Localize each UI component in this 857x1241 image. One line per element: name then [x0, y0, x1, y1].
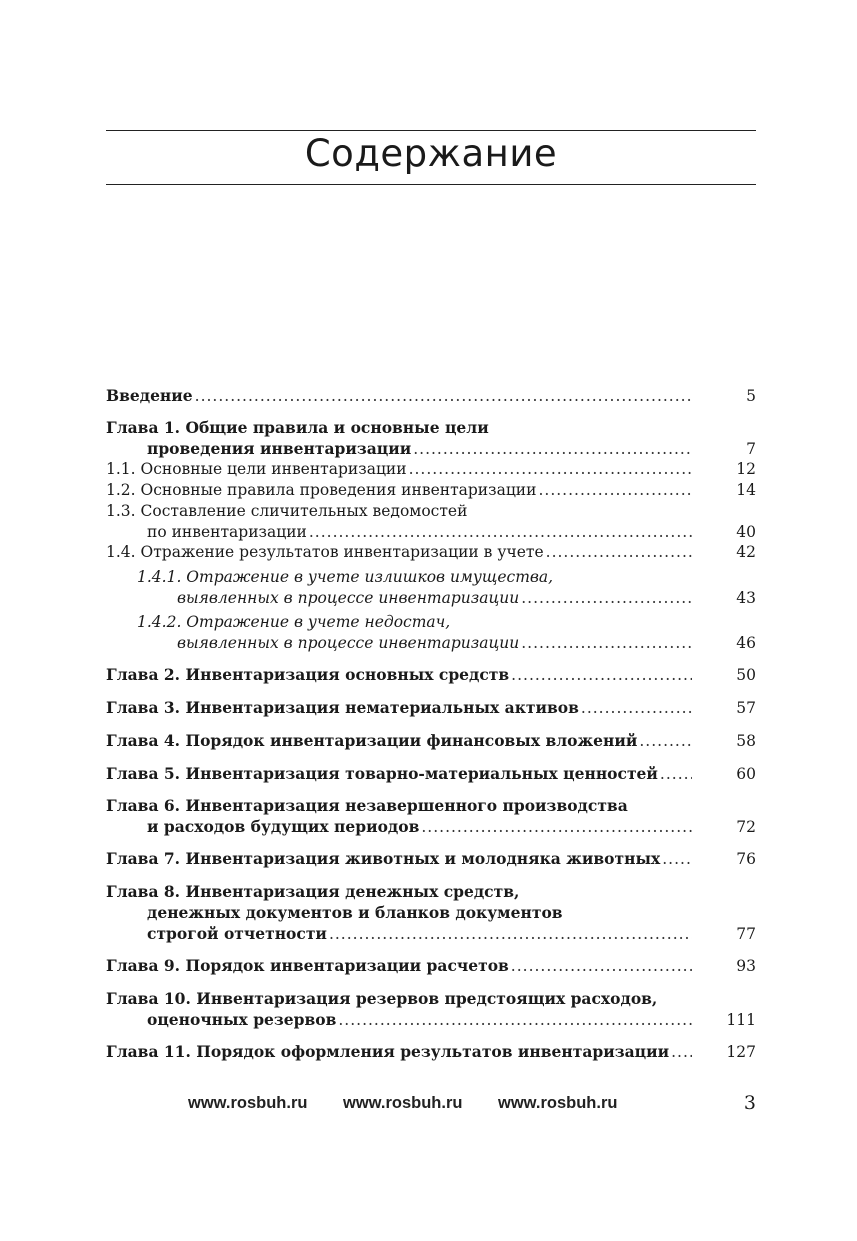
toc-entry[interactable] — [106, 989, 756, 1009]
footer-link[interactable]: www.rosbuh.ru — [188, 1094, 308, 1112]
toc-leader-dots — [671, 1043, 692, 1061]
toc-entry-title: проведения инвентаризации — [147, 439, 412, 458]
toc-entry-title: 1.4. Отражение результатов инвентаризации в учете — [106, 543, 544, 561]
toc-entry-continuation[interactable] — [106, 903, 756, 923]
toc-entry-continuation[interactable] — [106, 523, 756, 543]
toc-leader-dots — [195, 387, 692, 405]
toc-entry-title: Глава 5. Инвентаризация товарно-материальных ценностей — [106, 764, 658, 783]
toc-entry[interactable] — [106, 418, 756, 438]
toc-entry-title: оценочных резервов — [147, 1010, 337, 1029]
toc-entry[interactable] — [106, 1042, 756, 1062]
toc-entry-title: Введение — [106, 386, 193, 405]
toc-entry-continuation[interactable] — [106, 924, 756, 944]
toc-leader-dots — [521, 634, 692, 652]
toc-entry-continuation[interactable] — [106, 439, 756, 459]
toc-page-number: 5 — [746, 387, 756, 405]
toc-page-number: 72 — [736, 818, 756, 836]
toc-entry[interactable] — [106, 502, 756, 522]
toc-entry-title: выявленных в процессе инвентаризации — [177, 589, 520, 607]
toc-entry-title: 1.3. Составление сличительных ведомостей — [106, 502, 468, 520]
page-title: Содержание — [304, 132, 558, 175]
toc-entry-title: 1.1. Основные цели инвентаризации — [106, 460, 407, 478]
toc-entry-title: Глава 8. Инвентаризация денежных средств, — [106, 882, 520, 901]
toc-page-number: 42 — [736, 543, 756, 561]
footer-link[interactable]: www.rosbuh.ru — [498, 1094, 618, 1112]
toc-entry-title: Глава 11. Порядок оформления результатов инвентаризации — [106, 1042, 670, 1061]
toc-page-number: 57 — [736, 699, 756, 717]
toc-page-number: 43 — [736, 589, 756, 607]
toc-entry-continuation[interactable] — [106, 634, 756, 654]
toc-entry[interactable] — [106, 665, 756, 685]
footer-link[interactable]: www.rosbuh.ru — [343, 1094, 463, 1112]
toc-page-number: 127 — [726, 1043, 756, 1061]
toc-entry-title: выявленных в процессе инвентаризации — [177, 634, 520, 652]
toc-leader-dots — [662, 850, 692, 868]
toc-entry[interactable] — [106, 849, 756, 869]
toc-page-number: 111 — [726, 1011, 756, 1029]
toc-entry-title: Глава 10. Инвентаризация резервов предстоящих расходов, — [106, 989, 658, 1008]
toc-page-number: 50 — [736, 666, 756, 684]
toc-page-number: 46 — [736, 634, 756, 652]
toc-entry-title: и расходов будущих периодов — [147, 817, 420, 836]
toc-leader-dots — [329, 925, 692, 943]
toc-page-number: 14 — [736, 481, 756, 499]
page-number: 3 — [743, 1092, 756, 1114]
toc-page-number: 12 — [736, 460, 756, 478]
toc-leader-dots — [511, 957, 692, 975]
toc-entry-continuation[interactable] — [106, 1010, 756, 1030]
toc-entry-title: Глава 7. Инвентаризация животных и молодняка животных — [106, 849, 661, 868]
toc-entry-title: Глава 9. Порядок инвентаризации расчетов — [106, 956, 509, 975]
title-rule-top — [106, 130, 756, 131]
toc-leader-dots — [639, 732, 692, 750]
toc-entry-title: денежных документов и бланков документов — [147, 903, 563, 922]
toc-entry-title: Глава 6. Инвентаризация незавершенного производства — [106, 796, 628, 815]
toc-leader-dots — [409, 460, 692, 478]
toc-entry-title: Глава 4. Порядок инвентаризации финансовых вложений — [106, 731, 638, 750]
toc-leader-dots — [521, 589, 692, 607]
toc-entry-title: строгой отчетности — [147, 924, 327, 943]
toc-entry-title: 1.4.1. Отражение в учете излишков имущества, — [137, 568, 554, 586]
toc-leader-dots — [338, 1011, 692, 1029]
toc-entry-title: по инвентаризации — [147, 523, 307, 541]
toc-page-number: 58 — [736, 732, 756, 750]
toc-leader-dots — [511, 666, 692, 684]
toc-page-number: 60 — [736, 765, 756, 783]
toc-leader-dots — [421, 818, 692, 836]
toc-entry[interactable] — [106, 386, 756, 406]
toc-entry[interactable] — [106, 956, 756, 976]
toc-entry[interactable] — [106, 698, 756, 718]
toc-leader-dots — [413, 440, 692, 458]
toc-entry[interactable] — [106, 543, 756, 563]
toc-entry[interactable] — [106, 882, 756, 902]
toc-leader-dots — [309, 523, 692, 541]
toc-entry-title: Глава 1. Общие правила и основные цели — [106, 418, 489, 437]
page-footer — [106, 1094, 756, 1116]
toc-entry-title: 1.4.2. Отражение в учете недостач, — [137, 613, 451, 631]
toc-page-number: 7 — [746, 440, 756, 458]
title-rule-bottom — [106, 184, 756, 185]
toc-leader-dots — [581, 699, 692, 717]
toc-entry[interactable] — [106, 731, 756, 751]
toc-leader-dots — [660, 765, 692, 783]
toc-entry[interactable] — [106, 796, 756, 816]
toc-page-number: 77 — [736, 925, 756, 943]
toc-entry[interactable] — [106, 613, 756, 633]
toc-entry[interactable] — [106, 460, 756, 480]
toc-page-number: 93 — [736, 957, 756, 975]
toc-entry[interactable] — [106, 568, 756, 588]
toc-entry-title: Глава 3. Инвентаризация нематериальных активов — [106, 698, 579, 717]
toc-entry-title: 1.2. Основные правила проведения инвентаризации — [106, 481, 537, 499]
toc-leader-dots — [538, 481, 692, 499]
toc-entry[interactable] — [106, 764, 756, 784]
toc-page-number: 40 — [736, 523, 756, 541]
toc-page-number: 76 — [736, 850, 756, 868]
toc-entry-title: Глава 2. Инвентаризация основных средств — [106, 665, 510, 684]
toc-entry[interactable] — [106, 481, 756, 501]
toc-entry-continuation[interactable] — [106, 589, 756, 609]
toc-entry-continuation[interactable] — [106, 817, 756, 837]
toc-leader-dots — [546, 543, 692, 561]
